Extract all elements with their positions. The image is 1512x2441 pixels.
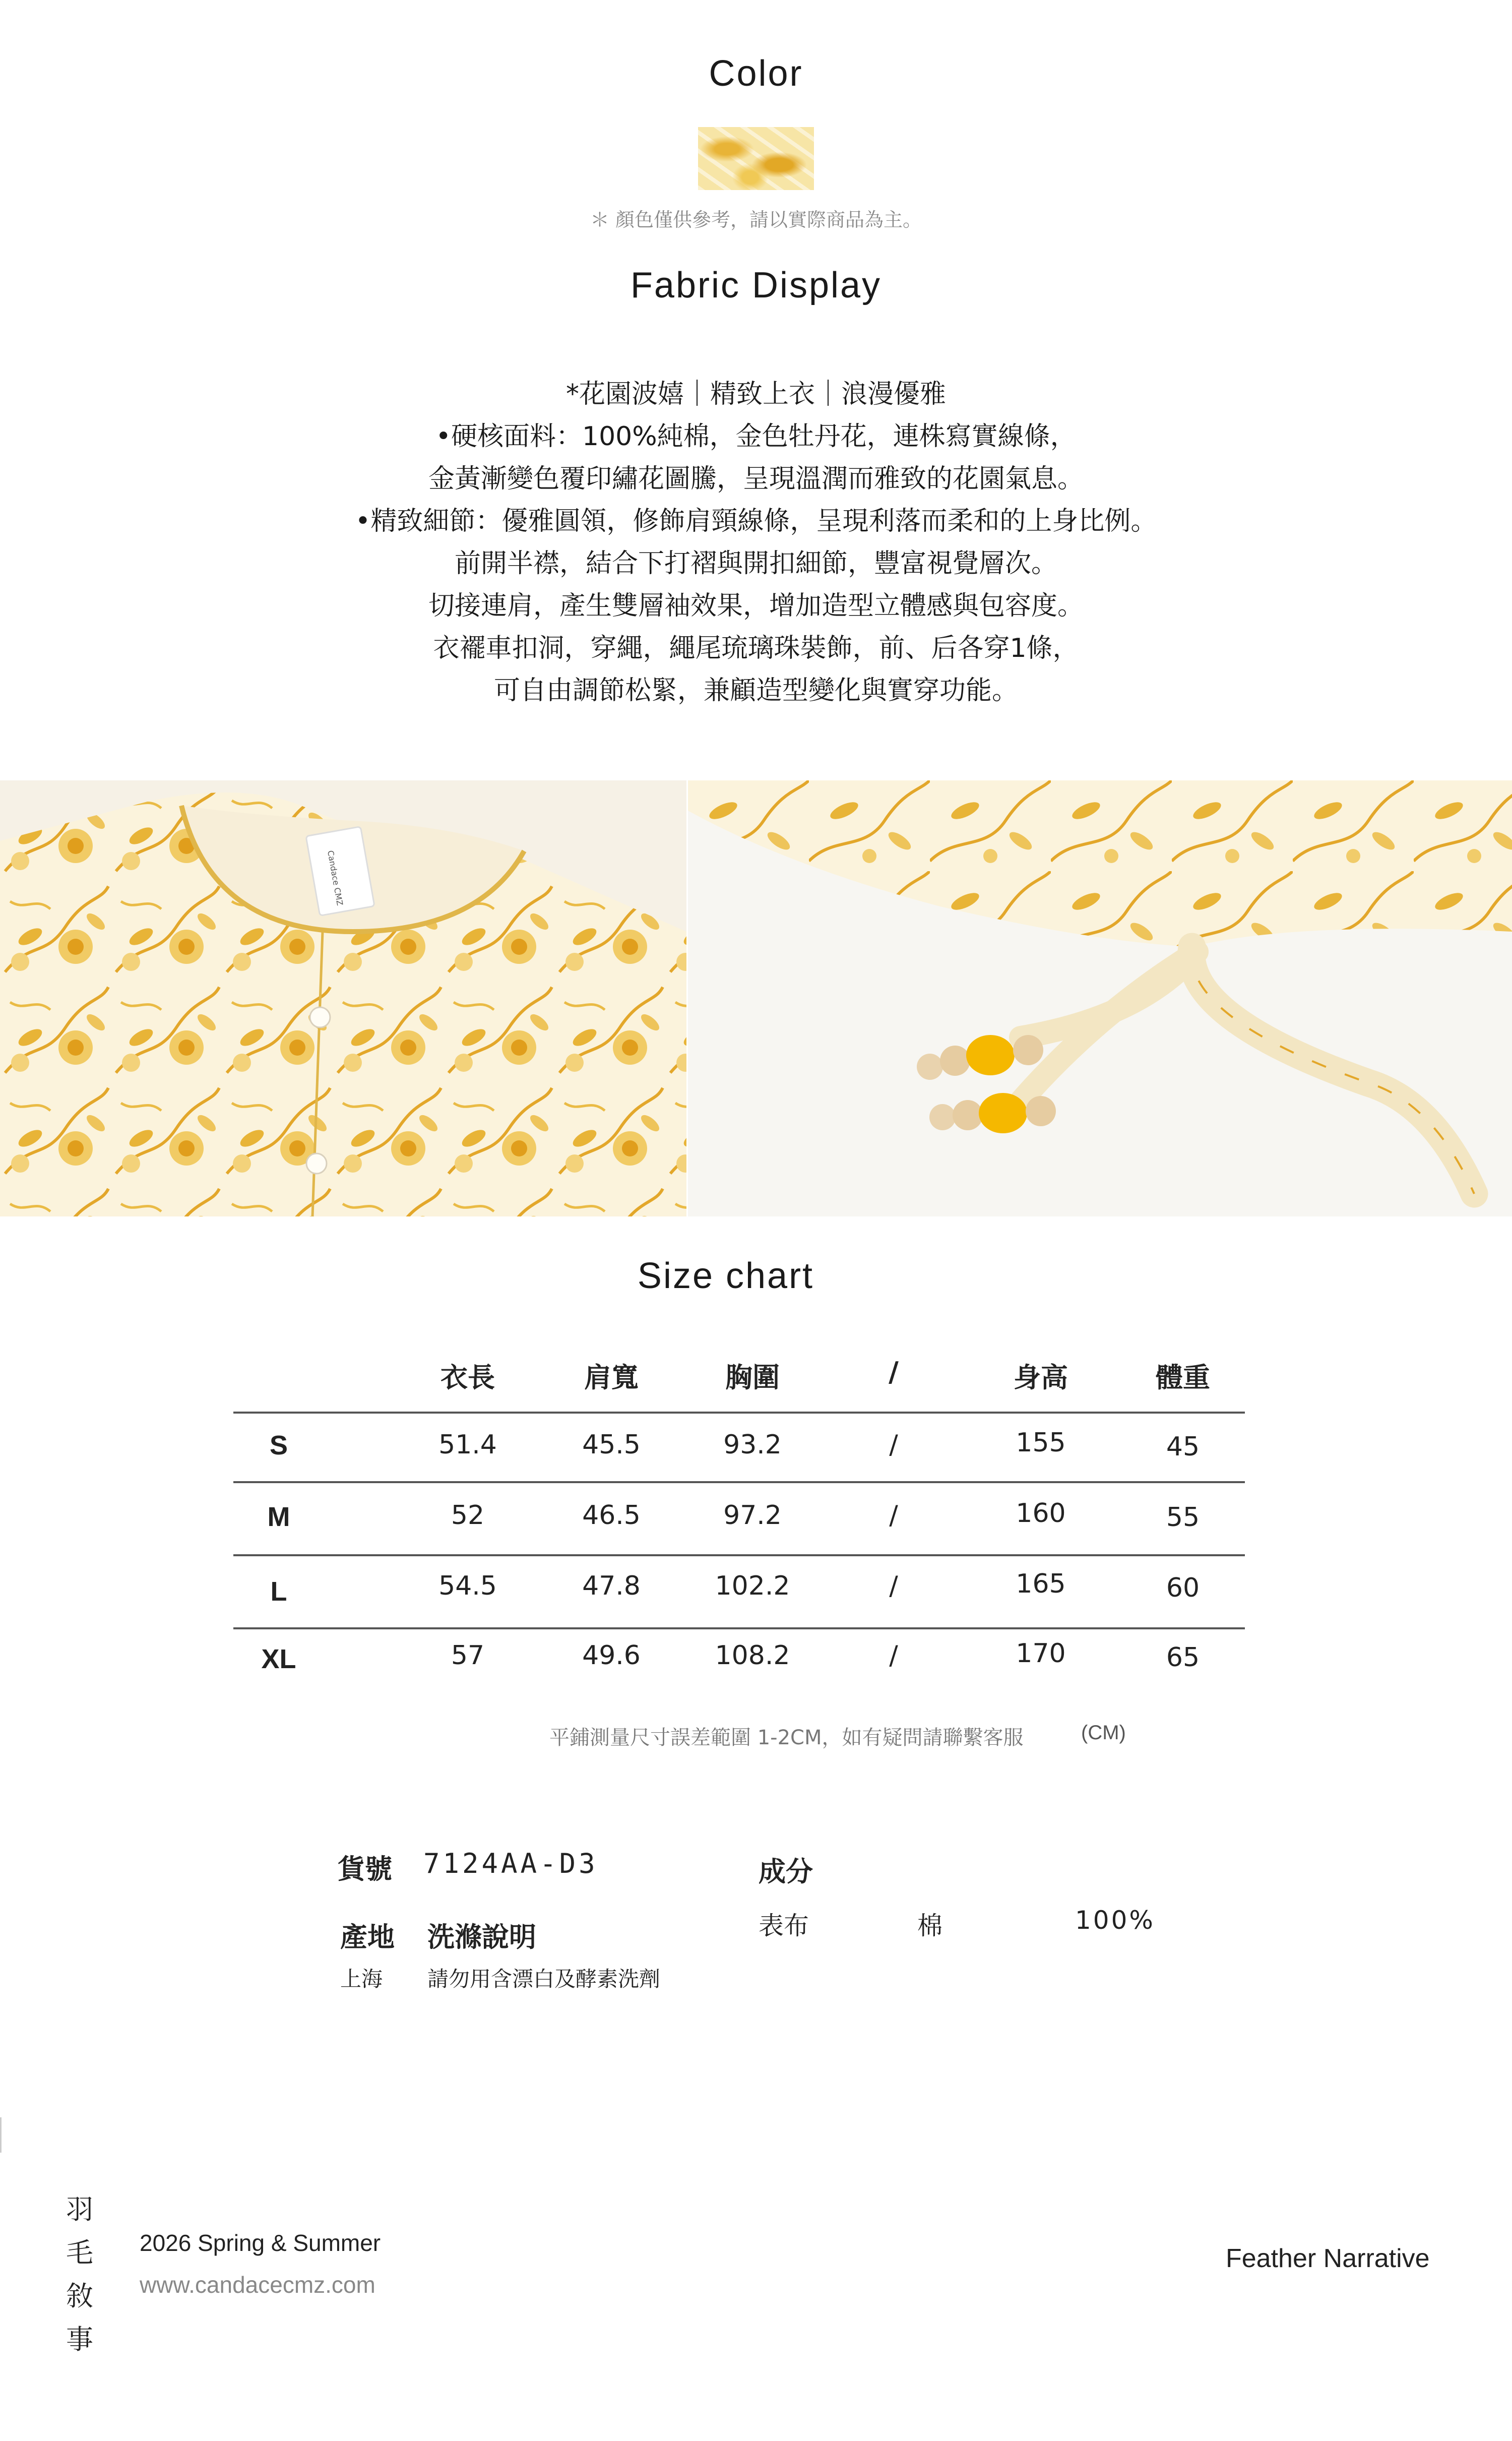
- col-header-chest: 胸圍: [725, 1362, 780, 1393]
- fabric-line: *花園波嬉｜精致上衣｜浪漫優雅: [565, 379, 946, 409]
- size-label: M: [267, 1502, 290, 1532]
- brand-char: 敘: [66, 2280, 93, 2312]
- fabric-title: Fabric Display: [630, 265, 882, 306]
- cell-chest: 108.2: [715, 1640, 790, 1671]
- composition-part: 表布: [759, 1911, 809, 1940]
- cell-chest: 93.2: [723, 1430, 782, 1460]
- origin-label: 產地: [340, 1921, 395, 1953]
- fabric-line: •硬核面料：100%純棉，金色牡丹花，連株寫實線條，: [435, 421, 1077, 452]
- composition-label: 成分: [759, 1856, 813, 1887]
- cell-length: 52: [451, 1500, 485, 1531]
- col-header-length: 衣長: [440, 1362, 495, 1393]
- care-label: 洗滌說明: [427, 1921, 536, 1953]
- cell-separator: /: [889, 1500, 898, 1531]
- cell-length: 51.4: [438, 1430, 497, 1460]
- season-label: 2026 Spring & Summer: [140, 2230, 381, 2256]
- composition-percent: 100%: [1075, 1906, 1155, 1935]
- brand-char: 羽: [66, 2193, 93, 2225]
- size-chart-title: Size chart: [637, 1256, 814, 1296]
- table-divider: [233, 1412, 1245, 1414]
- cell-chest: 97.2: [723, 1500, 782, 1531]
- brand-char: 毛: [66, 2237, 93, 2269]
- cell-shoulder: 45.5: [582, 1430, 641, 1460]
- care-value: 請勿用含漂白及酵素洗劑: [427, 1967, 661, 1991]
- table-divider: [233, 1627, 1245, 1629]
- cell-separator: /: [889, 1430, 898, 1460]
- fabric-line: 切接連肩，產生雙層袖效果，增加造型立體感與包容度。: [428, 591, 1084, 621]
- col-header-shoulder: 肩寬: [584, 1362, 639, 1393]
- cell-height: 155: [1016, 1428, 1066, 1458]
- fabric-line: 衣襬車扣洞，穿繩，繩尾琉璃珠裝飾，前、后各穿1條，: [433, 633, 1079, 663]
- item-number-value: 7124AA-D3: [423, 1848, 598, 1879]
- cell-length: 54.5: [438, 1571, 497, 1601]
- size-label: S: [269, 1430, 288, 1460]
- color-title: Color: [709, 53, 803, 94]
- cell-weight: 60: [1166, 1573, 1200, 1603]
- cell-height: 170: [1016, 1638, 1066, 1669]
- origin-value: 上海: [340, 1967, 383, 1991]
- cell-height: 165: [1016, 1569, 1066, 1599]
- col-header-separator: /: [889, 1356, 899, 1388]
- size-label: L: [270, 1576, 287, 1607]
- fabric-line: •精致細節：優雅圓領，修飾肩頸線條，呈現利落而柔和的上身比例。: [355, 506, 1157, 536]
- size-chart-unit: (CM): [1081, 1722, 1126, 1744]
- neckline-detail-photo: [0, 780, 686, 1216]
- cell-separator: /: [889, 1640, 898, 1671]
- item-number-label: 貨號: [338, 1853, 392, 1885]
- composition-material: 棉: [917, 1911, 942, 1940]
- garment-label: Candace CMZ: [326, 849, 345, 906]
- cell-shoulder: 47.8: [582, 1571, 641, 1601]
- table-divider: [233, 1481, 1245, 1483]
- cell-weight: 65: [1166, 1642, 1200, 1673]
- size-label: XL: [261, 1644, 296, 1674]
- website-link[interactable]: www.candacecmz.com: [140, 2272, 375, 2298]
- brand-char: 事: [66, 2324, 93, 2355]
- cell-weight: 45: [1166, 1432, 1200, 1462]
- cell-weight: 55: [1166, 1502, 1200, 1533]
- fabric-line: 可自由調節松緊，兼顧造型變化與實穿功能。: [493, 676, 1018, 706]
- brand-vertical-mark: [65, 2188, 95, 2361]
- cell-length: 57: [451, 1640, 485, 1671]
- cell-shoulder: 46.5: [582, 1500, 641, 1531]
- side-divider: [0, 2117, 2, 2153]
- cell-separator: /: [889, 1571, 898, 1601]
- cell-chest: 102.2: [715, 1571, 790, 1601]
- col-header-height: 身高: [1014, 1362, 1068, 1393]
- size-chart-note: 平鋪測量尺寸誤差範圍 1-2CM，如有疑問請聯繫客服: [549, 1726, 1024, 1749]
- fabric-line: 前開半襟，結合下打褶與開扣細節，豐富視覺層次。: [454, 548, 1057, 579]
- table-divider: [233, 1554, 1245, 1556]
- cell-height: 160: [1016, 1498, 1066, 1529]
- fabric-line: 金黃漸變色覆印繡花圖騰，呈現溫潤而雅致的花園氣息。: [428, 464, 1084, 494]
- col-header-weight: 體重: [1156, 1362, 1210, 1393]
- color-swatch-floral-yellow[interactable]: [698, 127, 814, 190]
- cell-shoulder: 49.6: [582, 1640, 641, 1671]
- drawstring-bead-photo: [688, 780, 1512, 1216]
- color-note: ＊ 顏色僅供參考，請以實際商品為主。: [590, 209, 922, 231]
- brand-english: Feather Narrative: [1226, 2244, 1430, 2273]
- fabric-description: [0, 373, 1512, 712]
